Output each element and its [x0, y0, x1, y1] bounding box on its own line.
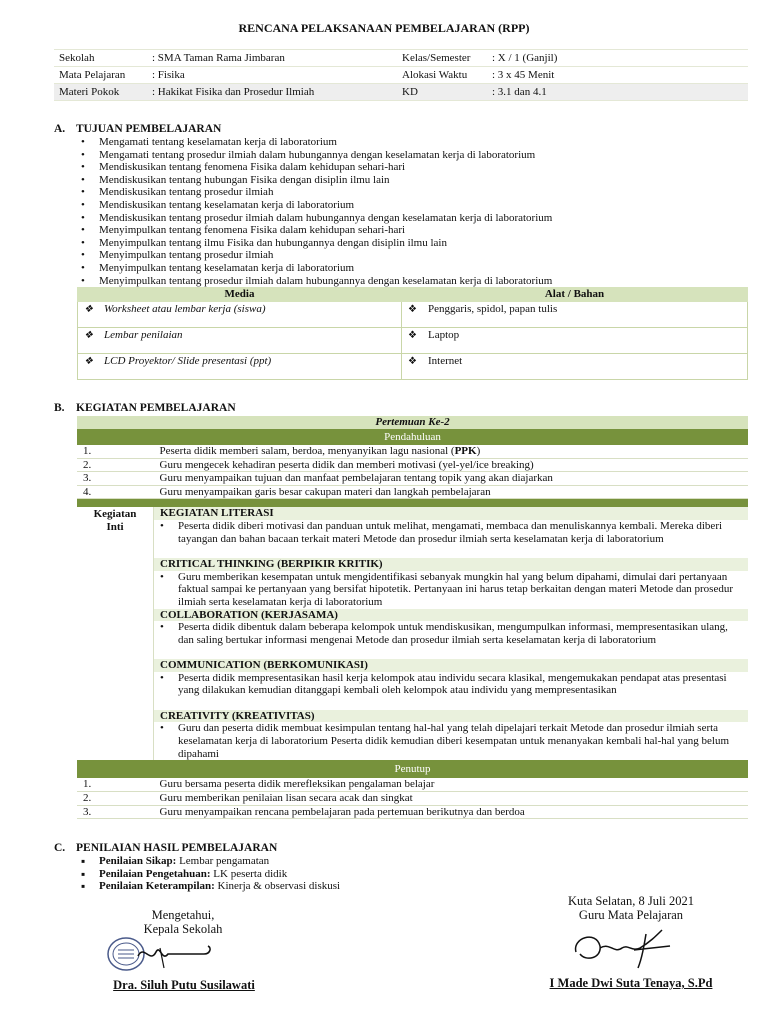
pendahuluan-row: [77, 485, 748, 499]
media-row: [78, 354, 748, 380]
media-cell: [78, 354, 402, 380]
section-title: PENILAIAN HASIL PEMBELAJARAN: [76, 842, 278, 854]
objective-item: • Mendiskusikan tentang keselamatan kerja di laboratorium: [78, 199, 552, 212]
objective-item: • Menyimpulkan tentang prosedur ilmiah: [78, 249, 552, 262]
section-c-heading: [54, 842, 277, 855]
activities-table: [77, 416, 748, 819]
literasi-body: • Peserta didik diberi motivasi dan panduan untuk melihat, mengamati, membaca dan menuliskannya kembali. Mereka diberi tayangan dan bahan bacaan terkait materi Metode dan prosedur ilmiah serta keselamatan kerja di laboratorium: [154, 520, 749, 558]
penutup-header: Penutup: [77, 760, 748, 778]
critical-row: [77, 571, 748, 609]
diamond-bullet-icon: ❖: [408, 304, 417, 315]
info-label: Kelas/Semester: [397, 50, 487, 67]
assessment-item: [78, 868, 340, 881]
penutup-row: [77, 805, 748, 819]
info-label: KD: [397, 84, 487, 101]
critical-body: • Guru memberikan kesempatan untuk mengidentifikasi sebanyak mungkin hal yang belum dipahami, dimulai dari pertanyaan faktual sampai ke pertanyaan yang bersifat hipotetik. Pertanyaan ini harus tetap berkaitan dengan materi Metode dan prosedur ilmiah serta keselamatan kerja di laboratorium: [154, 571, 749, 609]
info-label: Sekolah: [54, 50, 147, 67]
tools-text: Laptop: [428, 329, 460, 341]
media-text: Worksheet atau lembar kerja (siswa): [104, 303, 266, 315]
media-table: [77, 287, 748, 380]
section-letter: B.: [54, 402, 65, 414]
communication-head: COMMUNICATION (BERKOMUNIKASI): [154, 659, 749, 672]
pendahuluan-row: [77, 458, 748, 472]
assessment-value: Kinerja & observasi diskusi: [214, 880, 341, 893]
objective-item: • Mendiskusikan tentang fenomena Fisika dalam kehidupan sehari-hari: [78, 161, 552, 174]
row-text: Guru mengecek kehadiran peserta didik dan memberi motivasi (yel-yel/ice breaking): [154, 458, 749, 472]
section-letter: A.: [54, 123, 66, 135]
info-row: [54, 84, 748, 101]
section-title: TUJUAN PEMBELAJARAN: [76, 123, 222, 135]
diamond-bullet-icon: ❖: [408, 330, 417, 341]
literasi-head: KEGIATAN LITERASI: [154, 507, 749, 520]
assessment-label: Penilaian Sikap:: [99, 855, 177, 867]
media-header: Media: [78, 288, 402, 302]
assessment-item: [78, 880, 340, 893]
communication-row: [77, 672, 748, 710]
row-number: 3.: [77, 805, 154, 819]
school-stamp-signature: [104, 934, 216, 976]
info-value: : SMA Taman Rama Jimbaran: [147, 50, 397, 67]
critical-head: CRITICAL THINKING (BERPIKIR KRITIK): [154, 558, 749, 571]
info-value: : Hakikat Fisika dan Prosedur Ilmiah: [147, 84, 397, 101]
pendahuluan-row: [77, 472, 748, 486]
tools-cell: [402, 354, 748, 380]
place-date: Kuta Selatan, 8 Juli 2021: [567, 894, 695, 908]
row-text: Guru memberikan penilaian lisan secara acak dan singkat: [154, 791, 749, 805]
teacher-title: Guru Mata Pelajaran: [578, 908, 684, 922]
row-text-part: Peserta didik memberi salam, berdoa, menyanyikan lagu nasional (: [159, 445, 455, 457]
objective-item: • Menyimpulkan tentang fenomena Fisika dalam kehidupan sehari-hari: [78, 224, 552, 237]
info-row: [54, 50, 748, 67]
principal-block: [100, 908, 266, 936]
objectives-list: [78, 136, 552, 287]
info-label: Mata Pelajaran: [54, 67, 147, 84]
info-value: : Fisika: [147, 67, 397, 84]
section-b-heading: [54, 402, 236, 415]
assessment-item: [78, 855, 340, 868]
creativity-head: CREATIVITY (KREATIVITAS): [154, 710, 749, 723]
media-cell: [78, 302, 402, 328]
row-number: 3.: [77, 472, 154, 486]
acknowledged-label: Mengetahui,: [151, 908, 215, 922]
row-text: Guru bersama peserta didik merefleksikan pengalaman belajar: [154, 778, 749, 791]
creativity-row: [77, 722, 748, 760]
tools-header: Alat / Bahan: [402, 288, 748, 302]
row-text-part: ): [476, 445, 481, 457]
media-text: LCD Proyektor/ Slide presentasi (ppt): [104, 355, 272, 367]
tools-cell: [402, 302, 748, 328]
info-label: Alokasi Waktu: [397, 67, 487, 84]
objective-item: • Mendiskusikan tentang hubungan Fisika dengan disiplin ilmu lain: [78, 174, 552, 187]
row-number: 1.: [77, 778, 154, 791]
row-number: 2.: [77, 458, 154, 472]
section-title: KEGIATAN PEMBELAJARAN: [76, 402, 236, 414]
objective-item: • Mengamati tentang prosedur ilmiah dalam hubungannya dengan keselamatan kerja di laboratorium: [78, 149, 552, 162]
inti-head-row: [77, 507, 748, 520]
penutup-row: [77, 778, 748, 791]
creativity-body: • Guru dan peserta didik membuat kesimpulan tentang hal-hal yang telah dipelajari terkait Metode dan prosedur ilmiah serta keselamatan kerja di laboratorium Peserta didik kemudian diberi kesempatan untuk menanyakan kembali hal-hal yang belum dipahami: [154, 722, 749, 760]
row-text: Guru menyampaikan tujuan dan manfaat pembelajaran tentang topik yang akan diajarkan: [154, 472, 749, 486]
principal-name: Dra. Siluh Putu Susilawati: [113, 978, 255, 992]
teacher-name: I Made Dwi Suta Tenaya, S.Pd: [549, 976, 713, 990]
tools-text: Internet: [428, 355, 463, 367]
ppk-label: PPK: [454, 445, 477, 457]
row-text: Guru menyampaikan garis besar cakupan materi dan langkah pembelajaran: [154, 485, 749, 499]
objective-item: • Mendiskusikan tentang prosedur ilmiah dalam hubungannya dengan keselamatan kerja di laboratorium: [78, 212, 552, 225]
pendahuluan-row: [77, 445, 748, 458]
inti-label-text: Kegiatan Inti: [93, 508, 137, 533]
tools-cell: [402, 328, 748, 354]
literasi-row: [77, 520, 748, 558]
row-text: [154, 445, 749, 458]
divider-bar: [77, 499, 748, 508]
objective-item: • Menyimpulkan tentang keselamatan kerja di laboratorium: [78, 262, 552, 275]
row-number: 1.: [77, 445, 154, 458]
media-text: Lembar penilaian: [104, 329, 183, 341]
info-table: [54, 49, 748, 101]
info-row: [54, 67, 748, 84]
collaboration-head: COLLABORATION (KERJASAMA): [154, 609, 749, 622]
row-text: Guru menyampaikan rencana pembelajaran pada pertemuan berikutnya dan berdoa: [154, 805, 749, 819]
communication-body: • Peserta didik mempresentasikan hasil kerja kelompok atau individu secara klasikal, mengemukakan pendapat atas presentasi yang dilakukan kemudian ditanggapi kembali oleh kelompok atau individu yang mempresentasikan: [154, 672, 749, 710]
assessment-value: LK peserta didik: [210, 867, 288, 880]
objective-item: • Mengamati tentang keselamatan kerja di laboratorium: [78, 136, 552, 149]
tools-text: Penggaris, spidol, papan tulis: [428, 303, 558, 315]
assessment-value: Lembar pengamatan: [176, 855, 270, 867]
diamond-bullet-icon: ❖: [84, 304, 93, 315]
media-row: [78, 328, 748, 354]
penutup-row: [77, 791, 748, 805]
info-value: : 3.1 dan 4.1: [487, 84, 748, 101]
teacher-signature: [566, 924, 680, 972]
meeting-header: Pertemuan Ke-2: [77, 416, 748, 429]
assessment-label: Penilaian Pengetahuan:: [99, 867, 211, 880]
media-row: [78, 302, 748, 328]
diamond-bullet-icon: ❖: [84, 356, 93, 367]
section-letter: C.: [54, 842, 66, 854]
assessment-list: [78, 855, 340, 893]
collaboration-body: • Peserta didik dibentuk dalam beberapa kelompok untuk mendiskusikan, mengumpulkan informasi, mempresentasikan ulang, dan saling bertukar informasi mengenai Metode dan prosedur ilmiah serta keselamatan kerja di laboratorium: [154, 621, 749, 659]
objective-item: • Menyimpulkan tentang prosedur ilmiah dalam hubungannya dengan keselamatan kerja di laboratorium: [78, 275, 552, 288]
diamond-bullet-icon: ❖: [408, 356, 417, 367]
diamond-bullet-icon: ❖: [84, 330, 93, 341]
media-cell: [78, 328, 402, 354]
info-label: Materi Pokok: [54, 84, 147, 101]
info-value: : 3 x 45 Menit: [487, 67, 748, 84]
info-value: : X / 1 (Ganjil): [487, 50, 748, 67]
assessment-label: Penilaian Keterampilan:: [99, 880, 215, 893]
section-a-heading: [54, 123, 221, 136]
objective-item: • Menyimpulkan tentang ilmu Fisika dan hubungannya dengan disiplin ilmu lain: [78, 237, 552, 250]
inti-label: [77, 507, 154, 760]
objective-item: • Mendiskusikan tentang prosedur ilmiah: [78, 186, 552, 199]
principal-title: Kepala Sekolah: [143, 922, 223, 936]
teacher-block: [514, 894, 748, 922]
document-title: RENCANA PELAKSANAAN PEMBELAJARAN (RPP): [238, 21, 530, 35]
collaboration-row: [77, 621, 748, 659]
pendahuluan-header: Pendahuluan: [77, 429, 748, 445]
row-number: 2.: [77, 791, 154, 805]
row-number: 4.: [77, 485, 154, 499]
